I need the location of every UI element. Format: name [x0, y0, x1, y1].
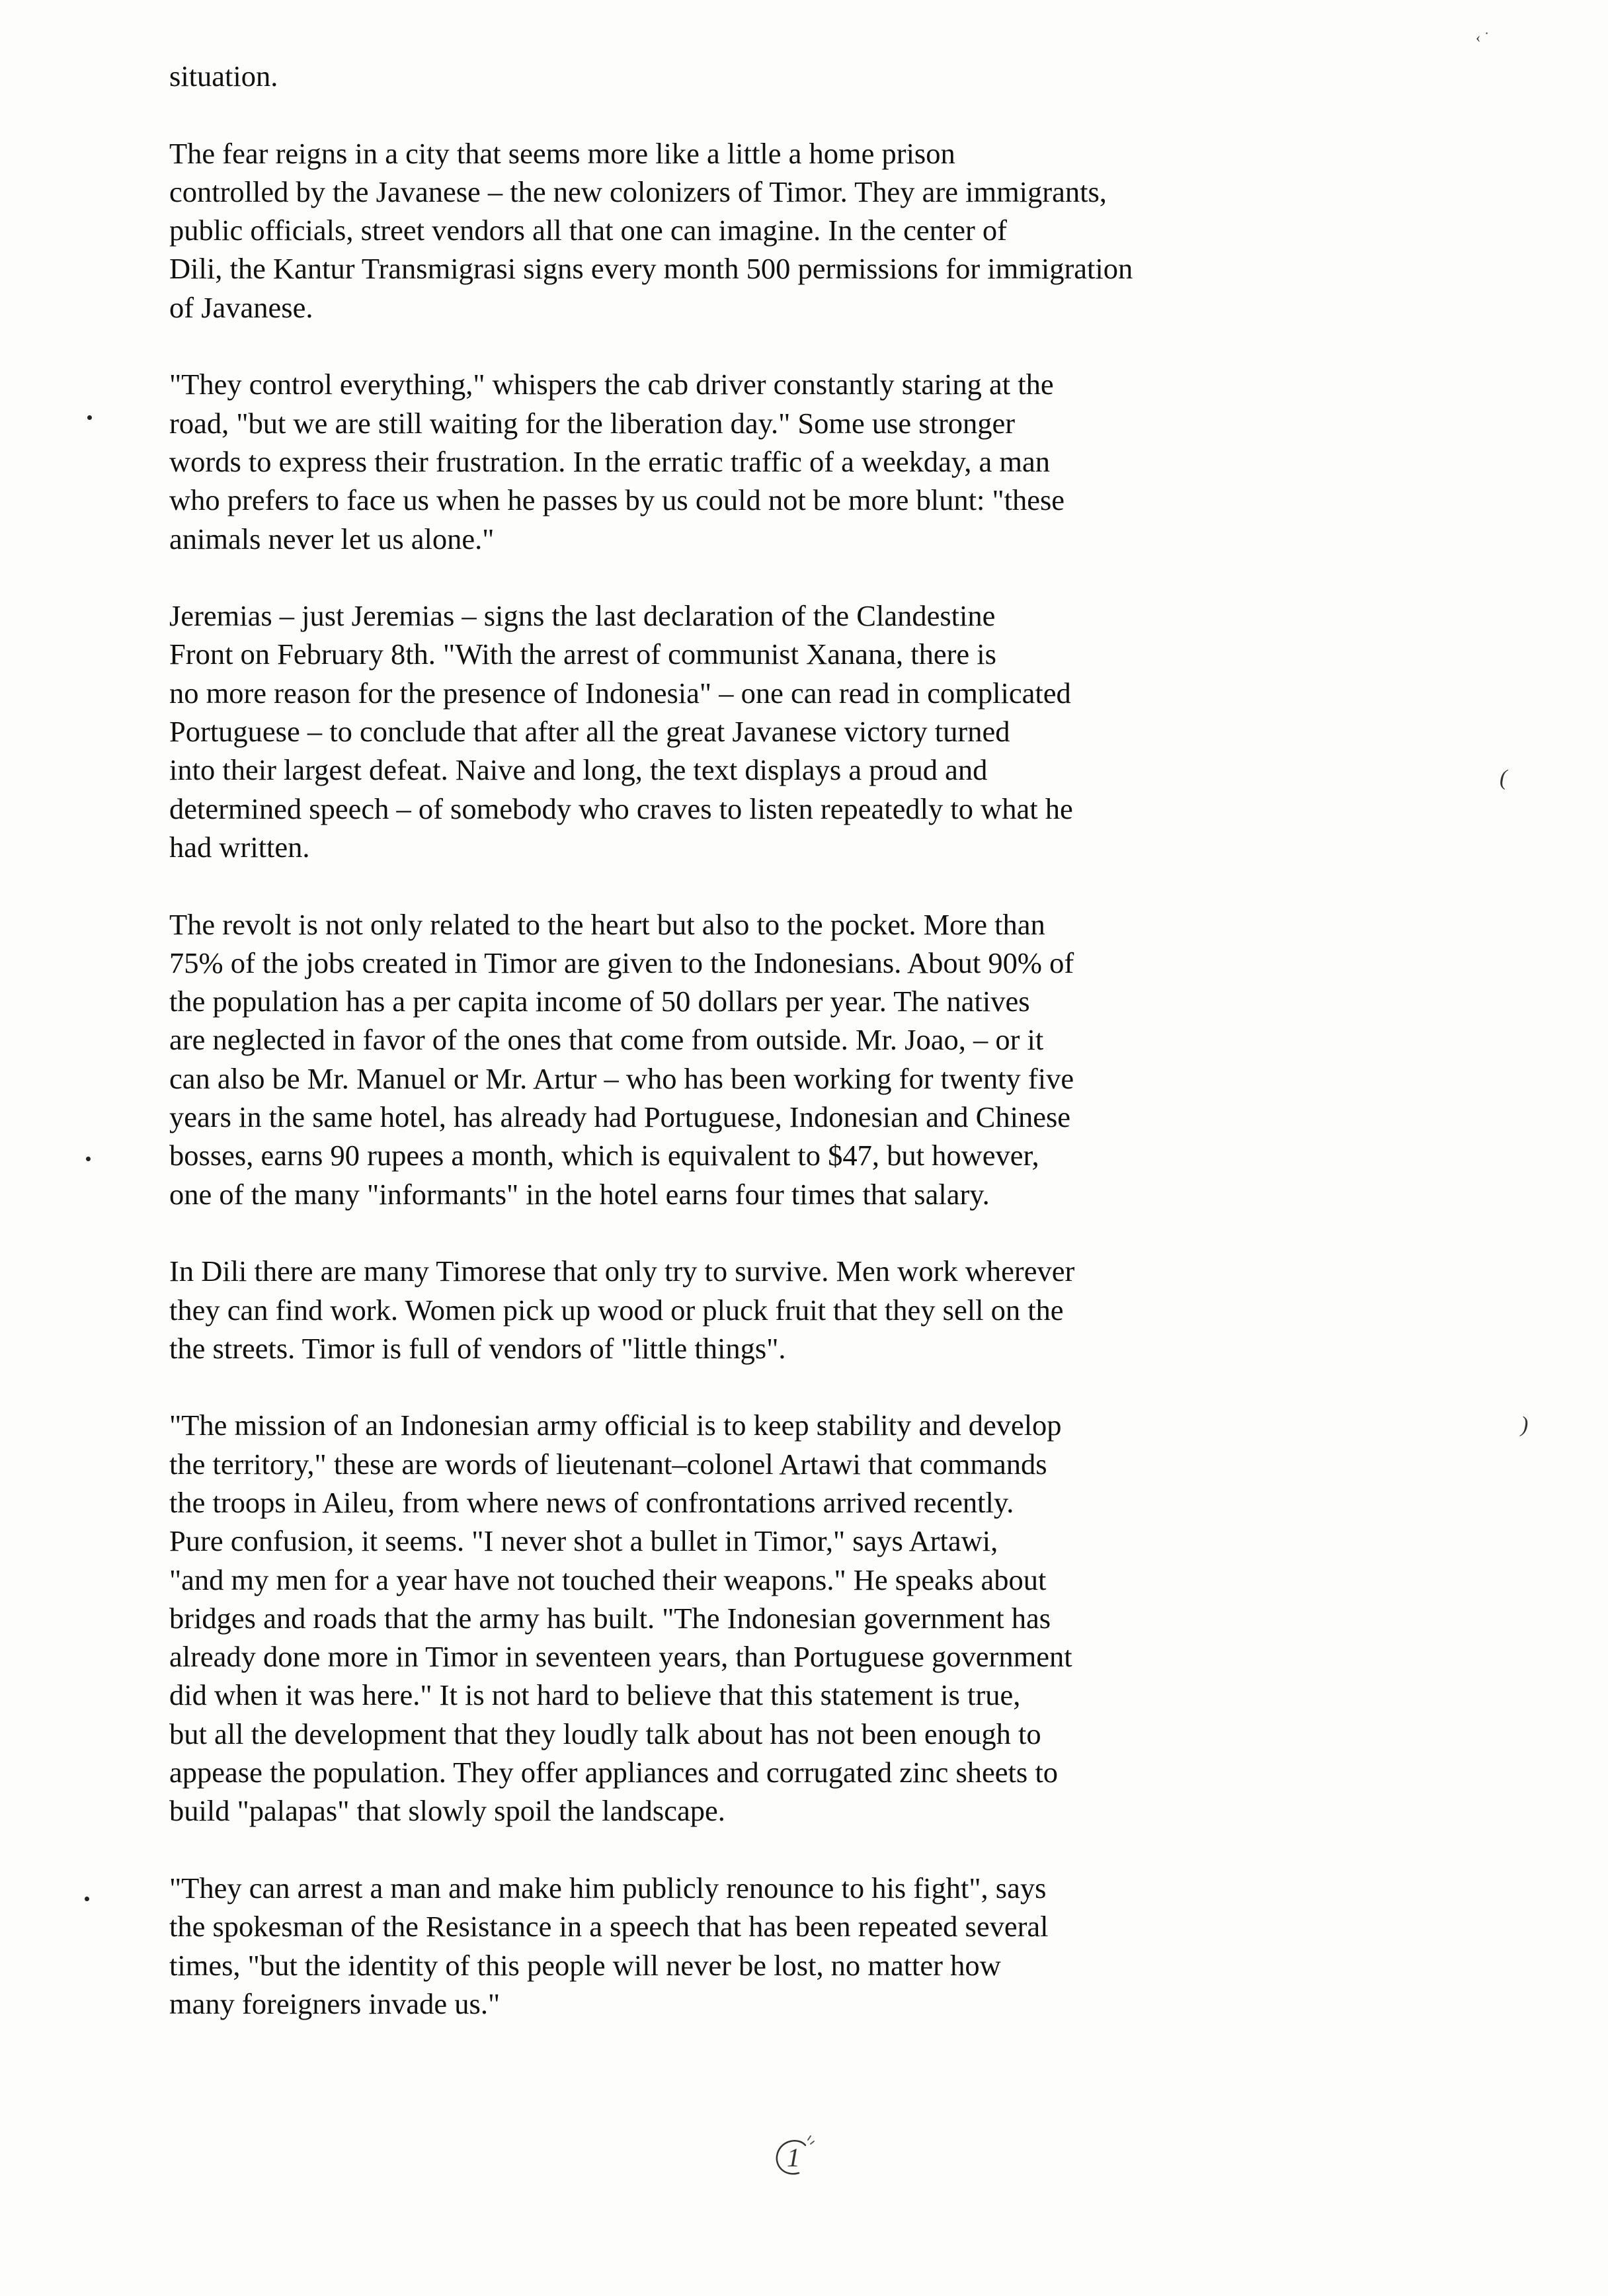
text-line: many foreigners invade us." — [169, 1987, 501, 2020]
text-line: had written. — [169, 830, 310, 864]
text-line: bosses, earns 90 rupees a month, which is equivalent to $47, but however, — [169, 1139, 1039, 1172]
text-line: Portuguese – to conclude that after all the great Javanese victory turned — [169, 715, 1010, 749]
text-line: In Dili there are many Timorese that only try to survive. Men work wherever — [169, 1254, 1075, 1288]
text-line: the population has a per capita income of 50 dollars per year. The natives — [169, 985, 1030, 1018]
text-line: the troops in Aileu, from where news of confrontations arrived recently. — [169, 1485, 1014, 1519]
text-line: The fear reigns in a city that seems more like a little a home prison — [169, 136, 955, 170]
text-line: the streets. Timor is full of vendors of "little things". — [169, 1331, 786, 1365]
text-line: of Javanese. — [169, 290, 313, 324]
text-line: they can find work. Women pick up wood or pluck fruit that they sell on the — [169, 1293, 1064, 1327]
text-line: build "palapas" that slowly spoil the landscape. — [169, 1794, 725, 1828]
text-line: animals never let us alone." — [169, 522, 495, 555]
margin-dot — [87, 415, 92, 420]
text-line: road, "but we are still waiting for the liberation day." Some use stronger — [169, 406, 1016, 440]
text-line: already done more in Timor in seventeen years, than Portuguese government — [169, 1640, 1072, 1674]
text-line: Dili, the Kantur Transmigrasi signs every month 500 permissions for immigration — [169, 252, 1133, 286]
text-line: times, "but the identity of this people will never be lost, no matter how — [169, 1948, 1001, 1982]
margin-mark-top: ‹ ˙ — [1476, 29, 1490, 46]
margin-dot — [86, 1157, 91, 1161]
page-number: 1 — [787, 2143, 800, 2172]
text-line: determined speech – of somebody who craves to listen repeatedly to what he — [169, 792, 1073, 825]
paragraph — [169, 1252, 1359, 1368]
text-line: Jeremias – just Jeremias – signs the last declaration of the Clandestine — [169, 599, 996, 633]
text-line: the territory," these are words of lieutenant–colonel Artawi that commands — [169, 1447, 1047, 1481]
text-line: one of the many "informants" in the hotel earns four times that salary. — [169, 1177, 990, 1211]
text-line: situation. — [169, 60, 278, 93]
text-line: are neglected in favor of the ones that come from outside. Mr. Joao, – or it — [169, 1023, 1044, 1057]
margin-dot — [85, 1897, 89, 1901]
margin-mark-paren-close: ) — [1521, 1413, 1529, 1437]
text-line: "They can arrest a man and make him publicly renounce to his fight", says — [169, 1871, 1047, 1905]
text-line: "The mission of an Indonesian army official is to keep stability and develop — [169, 1409, 1062, 1442]
paragraph — [169, 596, 1359, 866]
text-line: into their largest defeat. Naive and long, the text displays a proud and — [169, 753, 988, 787]
text-line: who prefers to face us when he passes by us could not be more blunt: "these — [169, 483, 1065, 517]
text-line: The revolt is not only related to the heart but also to the pocket. More than — [169, 907, 1045, 941]
text-line: controlled by the Javanese – the new colonizers of Timor. They are immigrants, — [169, 175, 1107, 208]
text-line: Front on February 8th. "With the arrest of communist Xanana, there is — [169, 637, 996, 671]
text-line: years in the same hotel, has already had Portuguese, Indonesian and Chinese — [169, 1100, 1071, 1134]
text-line: 75% of the jobs created in Timor are given to the Indonesians. About 90% of — [169, 946, 1074, 979]
text-line: appease the population. They offer appliances and corrugated zinc sheets to — [169, 1756, 1058, 1789]
paragraph — [169, 1406, 1359, 1830]
text-line: "They control everything," whispers the cab driver constantly staring at the — [169, 368, 1054, 401]
article-body — [169, 57, 1359, 2061]
page-number-stamp — [767, 2131, 820, 2184]
paragraph — [169, 1869, 1359, 2023]
text-line: "and my men for a year have not touched their weapons." He speaks about — [169, 1563, 1047, 1596]
paragraph — [169, 57, 1359, 95]
paragraph — [169, 365, 1359, 557]
text-line: words to express their frustration. In the erratic traffic of a weekday, a man — [169, 444, 1051, 478]
text-line: the spokesman of the Resistance in a speech that has been repeated several — [169, 1910, 1049, 1944]
text-line: bridges and roads that the army has built. "The Indonesian government has — [169, 1601, 1051, 1635]
margin-mark-paren-open: ( — [1500, 766, 1508, 790]
text-line: can also be Mr. Manuel or Mr. Artur – who has been working for twenty five — [169, 1061, 1074, 1095]
text-line: public officials, street vendors all that one can imagine. In the center of — [169, 214, 1007, 247]
text-line: did when it was here." It is not hard to believe that this statement is true, — [169, 1678, 1021, 1712]
paragraph — [169, 134, 1359, 327]
text-line: but all the development that they loudly talk about has not been enough to — [169, 1717, 1041, 1750]
text-line: Pure confusion, it seems. "I never shot a bullet in Timor," says Artawi, — [169, 1524, 998, 1558]
paragraph — [169, 905, 1359, 1213]
text-line: no more reason for the presence of Indonesia" – one can read in complicated — [169, 676, 1071, 710]
